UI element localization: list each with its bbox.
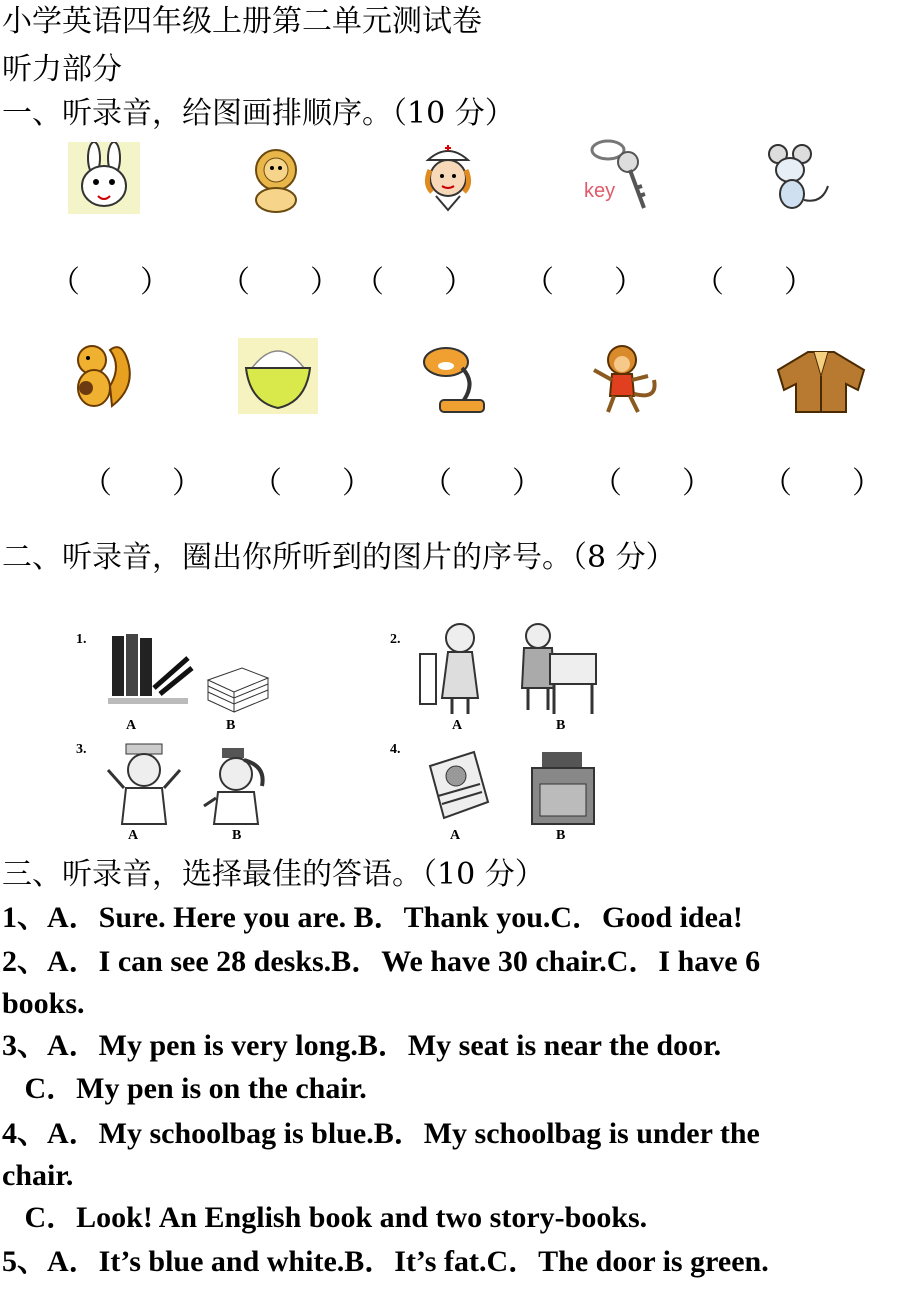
section2-heading: 二、听录音，圈出你所听到的图片的序号。（8 分）: [2, 540, 676, 575]
answer-blank: （ ）: [422, 466, 542, 501]
item-number: 1.: [76, 632, 87, 647]
answer-blank: （ ）: [694, 265, 814, 300]
question-line: 4、A．My schoolbag is blue.B．My schoolbag is under the: [2, 1117, 760, 1150]
option-b-label: B: [556, 828, 566, 843]
option-b-label: B: [226, 718, 236, 733]
answer-blank: （ ）: [252, 466, 372, 501]
option-b-label: B: [232, 828, 242, 843]
rice-bowl-icon: [238, 338, 318, 414]
option-b-label: B: [556, 718, 566, 733]
schoolbag-closed-picture: [526, 750, 600, 826]
question-line: C．My pen is on the chair.: [2, 1072, 367, 1105]
answer-blank: （ ）: [220, 265, 340, 300]
option-a-label: A: [126, 718, 137, 733]
nurse-icon: [414, 140, 482, 214]
girl-with-chair-picture: [416, 618, 492, 718]
key-icon: [584, 138, 650, 214]
option-a-label: A: [452, 718, 463, 733]
lion-icon: [246, 146, 308, 216]
question-line: 1、A．Sure. Here you are. B．Thank you.C．Good idea!: [2, 901, 743, 934]
question-line: 5、A．It’s blue and white.B．It’s fat.C．The door is green.: [2, 1245, 769, 1278]
monkey-icon: [588, 340, 664, 416]
answer-blank: （ ）: [354, 265, 474, 300]
boy-with-desk-picture: [514, 618, 598, 718]
answer-blank: （ ）: [762, 466, 882, 501]
rabbit-icon: [68, 142, 140, 214]
section3-heading: 三、听录音，选择最佳的答语。（10 分）: [2, 857, 545, 892]
answer-blank: （ ）: [592, 466, 712, 501]
option-a-label: A: [450, 828, 461, 843]
question-line: 3、A．My pen is very long.B．My seat is near the door.: [2, 1029, 722, 1062]
boy-with-book-on-head-b-picture: [196, 746, 272, 826]
question-line: C．Look! An English book and two story-books.: [2, 1201, 648, 1234]
answer-blank: （ ）: [82, 466, 202, 501]
mouse-icon: [762, 140, 836, 216]
item-number: 2.: [390, 632, 401, 647]
answer-blank: （ ）: [50, 265, 170, 300]
books-and-pencils-picture: [104, 628, 194, 716]
squirrel-icon: [66, 336, 138, 412]
section1-heading: 一、听录音，给图画排顺序。（10 分）: [2, 96, 515, 131]
jacket-icon: [774, 346, 868, 416]
question-line: 2、A．I can see 28 desks.B．We have 30 chair.C．I have 6: [2, 945, 761, 978]
item-number: 3.: [76, 742, 87, 757]
schoolbag-open-picture: [424, 746, 494, 826]
lamp-icon: [420, 342, 486, 416]
page-title: 小学英语四年级上册第二单元测试卷: [2, 4, 482, 39]
question-line: chair.: [2, 1159, 74, 1192]
key-word: key: [584, 180, 616, 202]
page-subtitle: 听力部分: [2, 52, 122, 87]
boy-with-book-on-head-picture: [104, 740, 184, 826]
item-number: 4.: [390, 742, 401, 757]
stack-of-books-picture: [202, 660, 274, 716]
question-line: books.: [2, 987, 85, 1020]
option-a-label: A: [128, 828, 139, 843]
answer-blank: （ ）: [524, 265, 644, 300]
